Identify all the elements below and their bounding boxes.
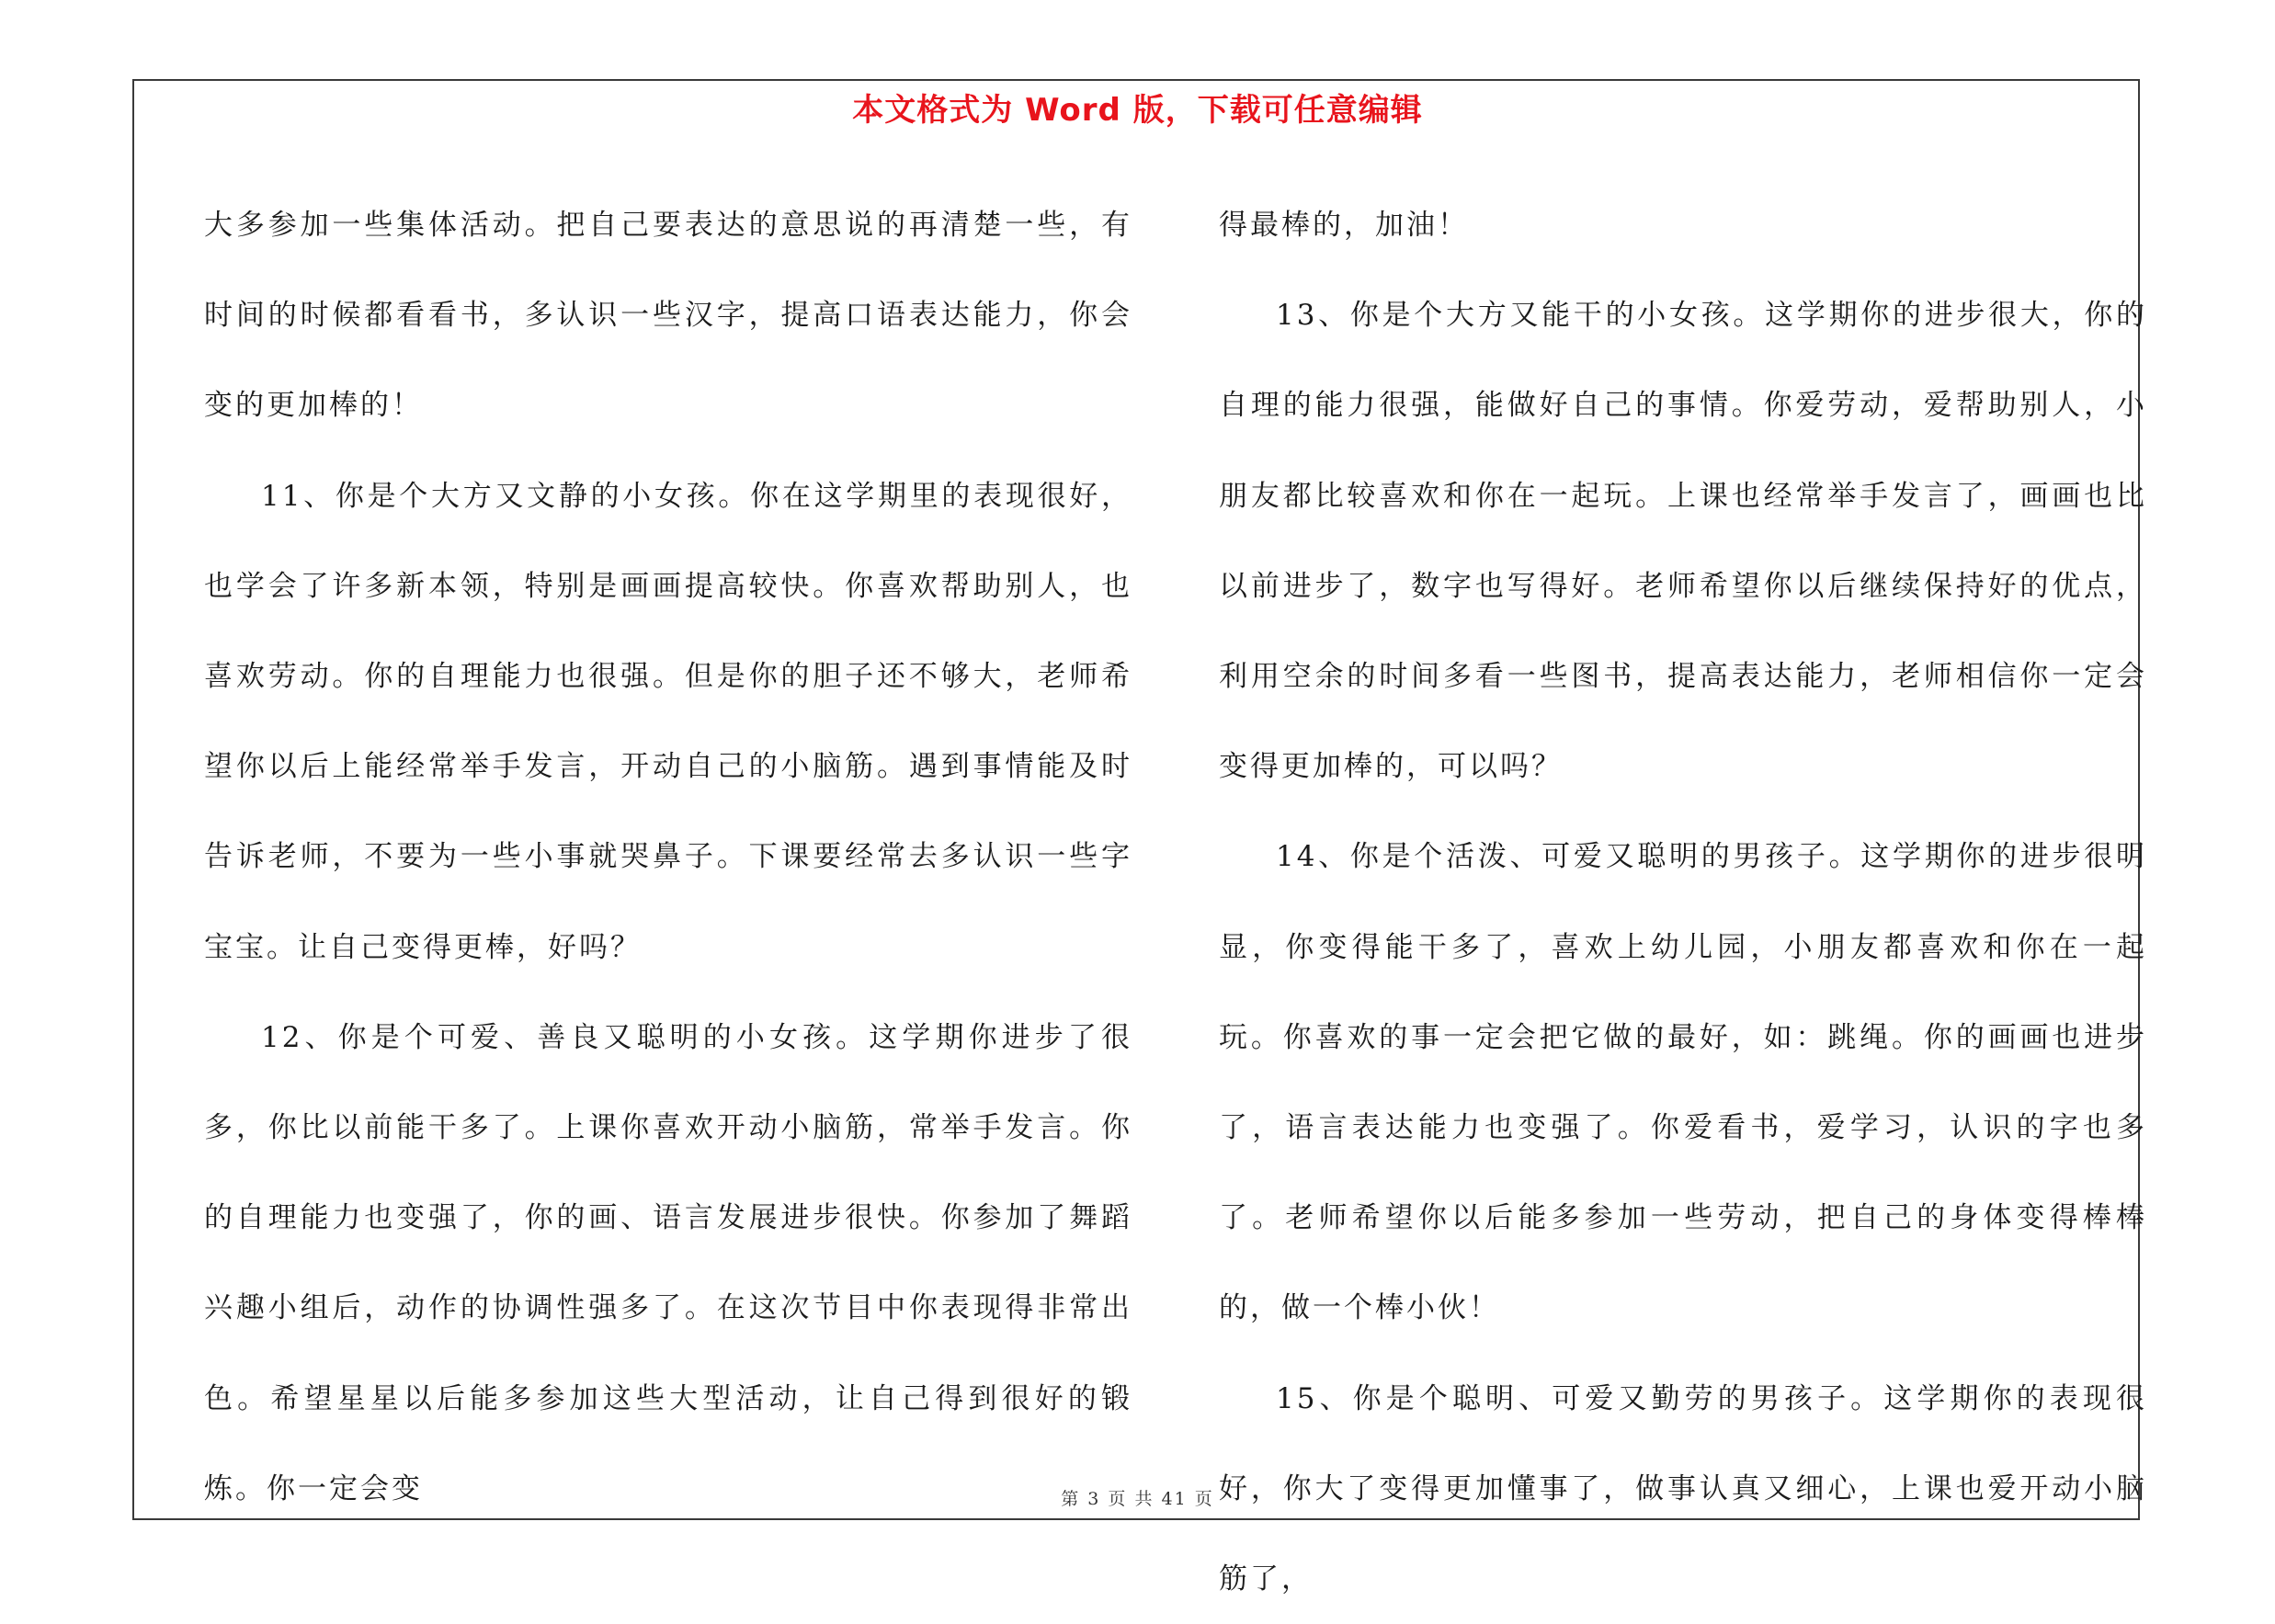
paragraph: 12、你是个可爱、善良又聪明的小女孩。这学期你进步了很多，你比以前能干多了。上课你喜欢开动小脑筋，常举手发言。你的自理能力也变强了，你的画、语言发展进步很快。你参加了舞蹈兴趣小组后，动作的协调性强多了。在这次节目中你表现得非常出色。希望星星以后能多参加这些大型活动，让自己得到很好的锻炼。你一定会变 — [204, 1020, 1132, 1505]
paragraph: 11、你是个大方又文静的小女孩。你在这学期里的表现很好，也学会了许多新本领，特别是画画提高较快。你喜欢帮助别人，也喜欢劳动。你的自理能力也很强。但是你的胆子还不够大，老师希望你以后上能经常举手发言，开动自己的小脑筋。遇到事情能及时告诉老师，不要为一些小事就哭鼻子。下课要经常去多认识一些字宝宝。让自己变得更棒，好吗？ — [204, 479, 1132, 964]
paragraph: 得最棒的，加油！ — [1219, 209, 1469, 242]
right-column — [1219, 180, 2147, 1624]
paragraph: 13、你是个大方又能干的小女孩。这学期你的进步很大，你的自理的能力很强，能做好自己的事情。你爱劳动，爱帮助别人，小朋友都比较喜欢和你在一起玩。上课也经常举手发言了，画画也比以前进步了，数字也写得好。老师希望你以后继续保持好的优点，利用空余的时间多看一些图书，提高表达能力，老师相信你一定会变得更加棒的，可以吗？ — [1219, 299, 2147, 784]
left-column — [204, 180, 1132, 1534]
paragraph: 大多参加一些集体活动。把自己要表达的意思说的再清楚一些，有时间的时候都看看书，多认识一些汉字，提高口语表达能力，你会变的更加棒的！ — [204, 209, 1132, 423]
header-banner: 本文格式为 Word 版，下载可任意编辑 — [852, 92, 1423, 129]
paragraph: 15、你是个聪明、可爱又勤劳的男孩子。这学期你的表现很好，你大了变得更加懂事了，做事认真又细心，上课也爱开动小脑筋了， — [1219, 1381, 2147, 1596]
page-number: 第 3 页 共 41 页 — [1061, 1489, 1214, 1509]
paragraph: 14、你是个活泼、可爱又聪明的男孩子。这学期你的进步很明显，你变得能干多了，喜欢上幼儿园，小朋友都喜欢和你在一起玩。你喜欢的事一定会把它做的最好，如：跳绳。你的画画也进步了，语言表达能力也变强了。你爱看书，爱学习，认识的字也多了。老师希望你以后能多参加一些劳动，把自己的身体变得棒棒的，做一个棒小伙！ — [1219, 840, 2147, 1325]
